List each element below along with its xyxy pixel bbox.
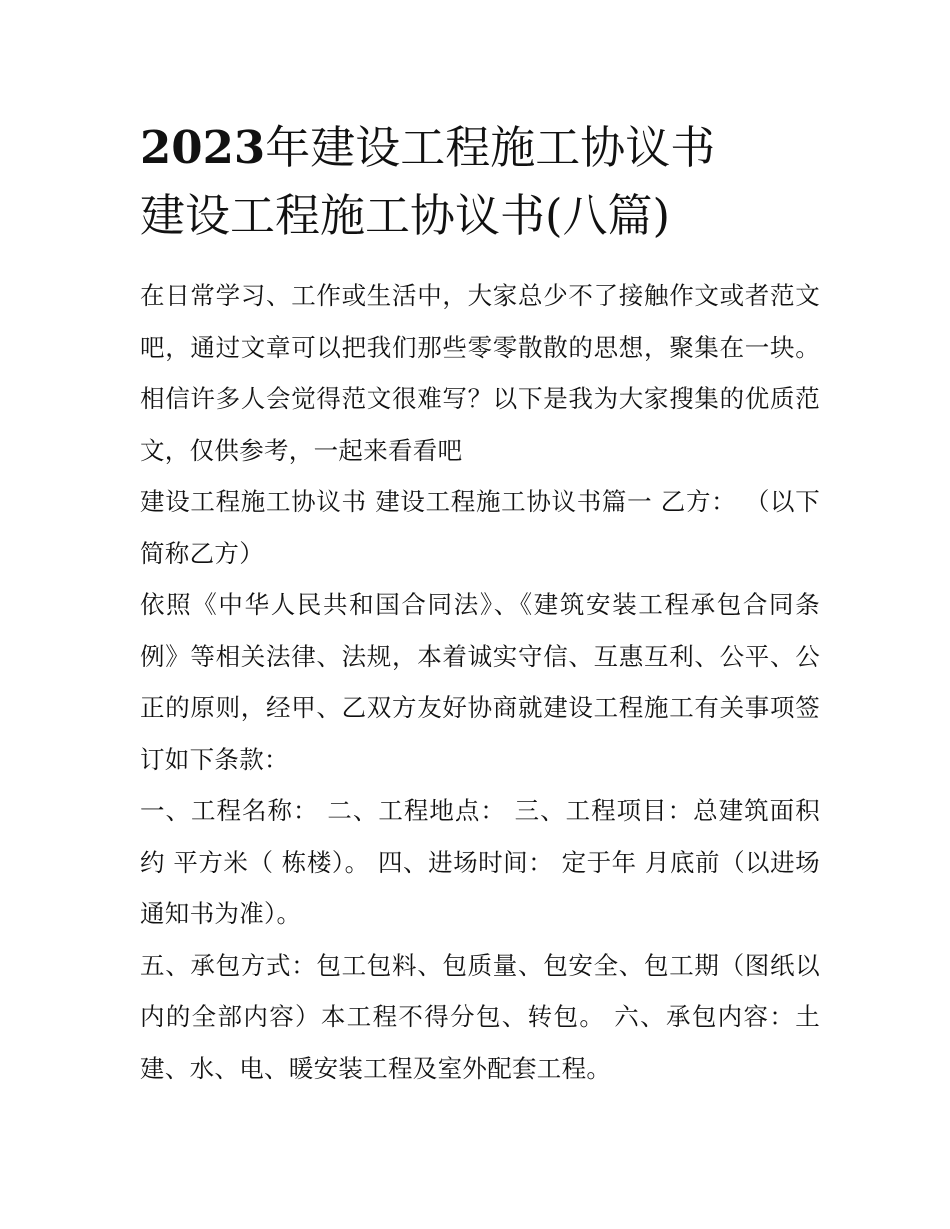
title-text: 年建设工程施工协议书 <box>265 121 716 174</box>
paragraph-project-info: 一、工程名称： 二、工程地点： 三、工程项目：总建筑面积约 平方米（ 栋楼）。 四、进场时间： 定于年 月底前（以进场通知书为准）。 <box>140 796 820 928</box>
document-body <box>140 270 820 1094</box>
document-content <box>140 118 820 1094</box>
paragraph-basis: 依照《中华人民共和国合同法》、《建筑安装工程承包合同条例》等相关法律、法规，本着诚实守信、互惠互利、公平、公正的原则，经甲、乙双方友好协商就建设工程施工有关事项签订如下条款： <box>140 590 820 774</box>
paragraph-parties: 建设工程施工协议书 建设工程施工协议书篇一 乙方： （以下简称乙方） <box>140 487 820 568</box>
document-title <box>140 118 820 178</box>
title-year: 2023 <box>140 121 266 174</box>
paragraph-intro: 在日常学习、工作或生活中，大家总少不了接触作文或者范文吧，通过文章可以把我们那些零零散散的思想，聚集在一块。相信许多人会觉得范文很难写？以下是我为大家搜集的优质范文，仅供参考，一起来看看吧 <box>140 281 820 465</box>
document-subtitle: 建设工程施工协议书(八篇) <box>140 189 671 242</box>
paragraph-contract-method: 五、承包方式：包工包料、包质量、包安全、包工期（图纸以内的全部内容）本工程不得分包、转包。 六、承包内容：土建、水、电、暖安装工程及室外配套工程。 <box>140 950 820 1083</box>
